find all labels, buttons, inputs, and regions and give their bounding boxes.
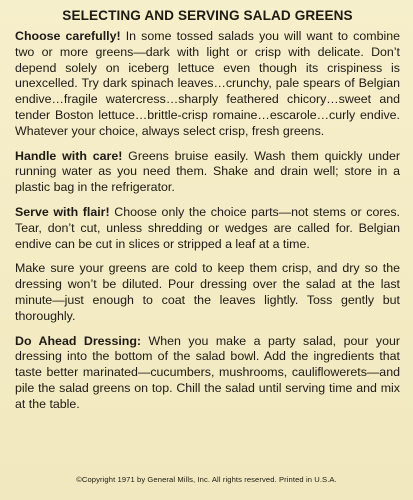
paragraph-lead: Do Ahead Dressing:: [15, 333, 142, 348]
paragraph-handle-with-care: [15, 149, 400, 196]
copyright-notice: ©Copyright 1971 by General Mills, Inc. All rights reserved. Printed in U.S.A.: [76, 475, 337, 484]
paragraph-text: Greens bruise easily. Wash them quickly under running water as you need them. Shake and drain well; store in a plastic bag in the refrigerator.: [15, 148, 400, 195]
card-title: SELECTING AND SERVING SALAD GREENS: [62, 8, 353, 23]
paragraph-text: In some tossed salads you will want to combine two or more greens—dark with light or crisp with delicate. Don’t depend solely on iceberg lettuce even though its crispiness is unexcelled. Try dark spinach leaves…crunchy, pale spears of Belgian endive…fragile watercress…sharply feathered chicory…sweet and tender Boston lettuce…brittle-crisp romaine…escarole…curly endive. Whatever your choice, always select crisp, fresh greens.: [15, 29, 400, 138]
paragraph-lead: Choose carefully!: [15, 29, 121, 43]
paragraph-keep-greens-cold: [15, 261, 400, 324]
paragraph-choose-carefully: [15, 29, 400, 140]
paragraph-text: Choose only the choice parts—not stems or cores. Tear, don’t cut, unless shredding or wedges are called for. Belgian endive can be cut in slices or stripped a leaf at a time.: [15, 204, 400, 251]
paragraph-lead: Handle with care!: [15, 148, 123, 163]
paragraph-do-ahead-dressing: [15, 334, 400, 413]
paragraph-lead: Serve with flair!: [15, 204, 110, 219]
paragraph-serve-with-flair: [15, 205, 400, 252]
paragraph-text: When you make a party salad, pour your dressing into the bottom of the salad bowl. Add the ingredients that taste better marinated—cucumbers, mushrooms, cauliflowerets—and pile the salad greens on top. Chill the salad until serving time and mix at the table.: [15, 333, 400, 411]
paragraph-text: Make sure your greens are cold to keep them crisp, and dry so the dressing won’t be diluted. Pour dressing over the salad at the last minute—just enough to coat the leaves lightly. Toss gently but thoroughly.: [15, 261, 400, 323]
